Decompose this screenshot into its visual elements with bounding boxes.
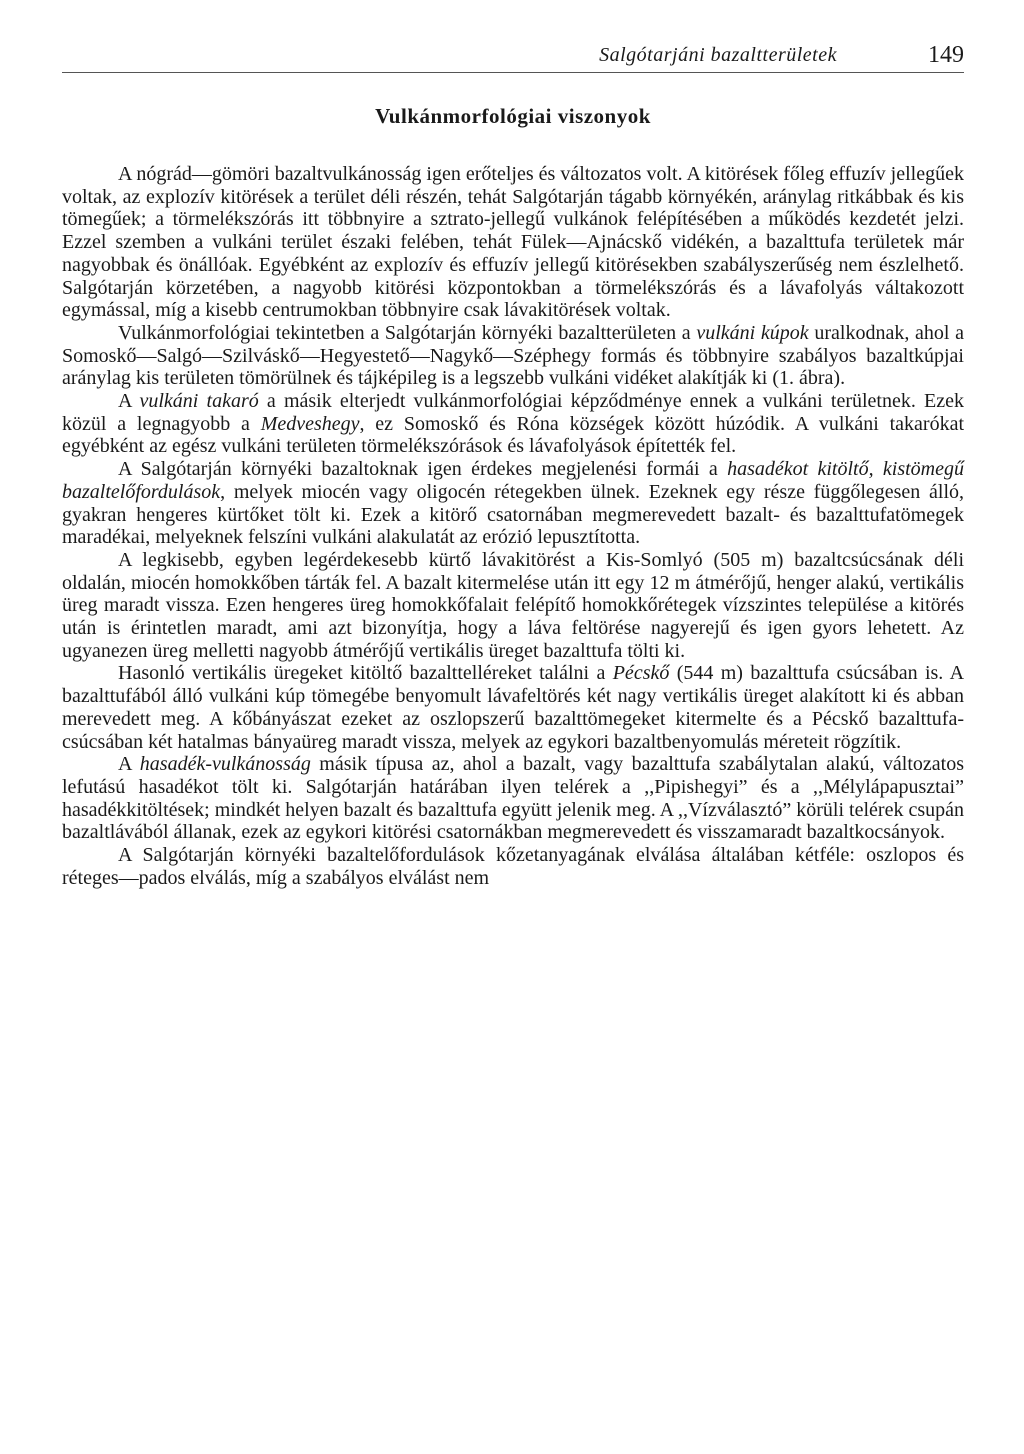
section-title: Vulkánmorfológiai viszonyok — [375, 104, 651, 128]
text-run: másik típusa az, ahol a bazalt, vagy bazalttufa szabálytalan alakú, változatos lefutású hasadékot tölt ki. Salgótarján határában ilyen telérek a ,,Pipishegyi” és a ,,Mélylápapusztai” hasadékkitöltések; mindkét helyen bazalt és bazalttufa együtt jelenik meg. A ,,Vízválasztó” körüli telérek csupán bazaltlávából állanak, ezek az egykori kitörési csatornákban megmerevedett és visszamaradt bazaltkocsányok. — [62, 753, 964, 844]
paragraph — [62, 753, 964, 844]
text-run: A Salgótarján környéki bazaltelőfordulások kőzetanyagának elválása általában kétféle: oszlopos és réteges—pados elválás, míg a szabályos elválást nem — [62, 844, 964, 889]
running-title: Salgótarjáni bazaltterületek — [599, 44, 837, 66]
text-run: , melyek miocén vagy oligocén rétegekben ülnek. Ezeknek egy része függőlegesen álló, gyakran hengeres kürtőket tölt ki. Ezek a kitörő csatornában megmerevedett bazalt- és bazalttufatömegek maradékai, melyeknek felszíni vulkáni alakulatát az erózió lepusztította. — [62, 480, 964, 549]
italic-term: vulkáni kúpok — [696, 321, 809, 344]
text-run: Hasonló vertikális üregeket kitöltő bazalttelléreket találni a — [118, 662, 613, 685]
text-run: A nógrád—gömöri bazaltvulkánosság igen erőteljes és változatos volt. A kitörések főleg effuzív jellegűek voltak, az explozív kitörések a terület déli részén, tehát Salgótarján tágabb környékén, aránylag ritkábbak és kis tömegűek; a törmelékszórás itt többnyire a sztrato-jellegű vulkánok felépítésében a működés kezdetét jelzi. Ezzel szemben a vulkáni terület északi felében, tehát Fülek—Ajnácskő vidékén, a bazalttufa területek már nagyobbak és önállóak. Egyébként az explozív és effuzív jellegű kitörésekben szabályszerűség nem észlelhető. Salgótarján körzetében, a nagyobb kitörési központokban a törmelékszórás és a lávafolyás váltakozott egymással, míg a kisebb centrumokban többnyire csak lávakitörések voltak. — [62, 163, 964, 322]
page-number: 149 — [928, 42, 964, 68]
document-page — [62, 0, 964, 1454]
running-header — [62, 38, 964, 74]
text-run: (544 m) bazalttufa csúcsában is. A bazalttufából álló vulkáni kúp tömegébe benyomult lávafeltörés két nagy vertikális üreget alakított ki és abban merevedett meg. A kőbányászat ezeket az oszlopszerű bazalttömegeket kitermelte és a Pécskő bazalttufa-csúcsában két hatalmas bányaüreg maradt vissza, melyek az egykori bazaltbenyomulás méreteit rögzítik. — [62, 662, 965, 753]
paragraph — [62, 549, 964, 663]
paragraph — [62, 163, 964, 322]
italic-term: hasadékot kitöltő, kistömegű bazaltelőfordulások — [62, 458, 964, 503]
paragraph — [62, 322, 964, 390]
paragraph — [62, 390, 964, 458]
text-run: A Salgótarján környéki bazaltoknak igen érdekes megjelenési formái a — [118, 458, 728, 481]
text-run: A — [118, 390, 140, 413]
paragraph — [62, 662, 964, 753]
text-run: a másik elterjedt vulkánmorfológiai képződménye ennek a vulkáni területnek. Ezek közül a legnagyobb a — [62, 390, 964, 435]
text-run: A legkisebb, egyben legérdekesebb kürtő lávakitörést a Kis-Somlyó (505 m) bazaltcsúcsának déli oldalán, miocén homokkőben tárták fel. A bazalt kitermelése után itt egy 12 m átmérőjű, henger alakú, vertikális üreg maradt vissza. Ezen hengeres üreg homokkőfalait felépítő homokkőrétegek vízszintes települése a kitörés után is érintetlen maradt, ami azt bizonyítja, hogy a láva feltörése nagyerejű és igen gyors lehetett. Az ugyanezen üreg melletti nagyobb átmérőjű vertikális üreget bazalttufa tölti ki. — [62, 548, 964, 662]
italic-term: Medveshegy — [260, 412, 360, 435]
text-run: Vulkánmorfológiai tekintetben a Salgótarján környéki bazaltterületen a — [118, 321, 697, 344]
italic-term: hasadék-vulkánosság — [139, 753, 311, 776]
header-rule — [62, 72, 964, 73]
italic-term: Pécskő — [612, 662, 670, 685]
italic-term: vulkáni takaró — [139, 390, 259, 413]
text-run: uralkodnak, ahol a Somoskő—Salgó—Szilváskő—Hegyestető—Nagykő—Széphegy formás és többnyire szabályos bazaltkúpjai aránylag kis területen tömörülnek és tájképileg is a legszebb vulkáni vidéket alakítják ki (1. ábra). — [62, 321, 965, 390]
text-run: , ez Somoskő és Róna községek között húzódik. A vulkáni takarókat egyébként az egész vulkáni területen törmelékszórások és lávafolyások építették fel. — [62, 412, 965, 458]
paragraph — [62, 458, 964, 549]
paragraph — [62, 844, 964, 889]
text-run: A — [118, 753, 140, 776]
body-text — [62, 163, 964, 890]
